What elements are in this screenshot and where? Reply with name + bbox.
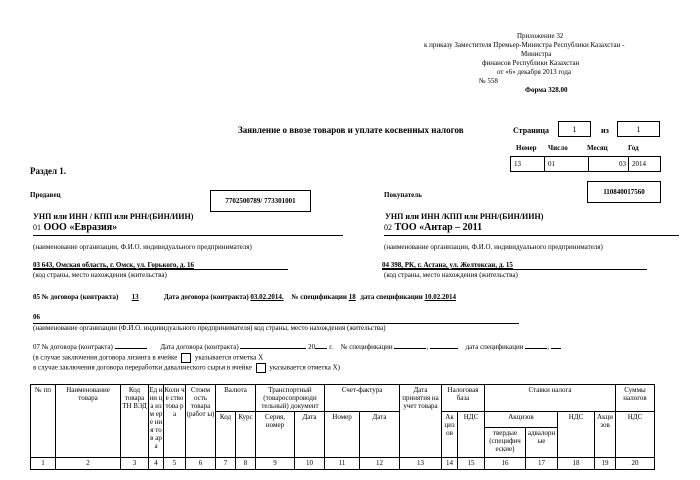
col-header-20: НДС (616, 412, 655, 458)
buyer-address-num: 04 (382, 261, 389, 269)
col-num-5: 5 (164, 458, 186, 470)
line07-year-field[interactable] (315, 348, 327, 349)
col-header-19: Акци зов (595, 412, 616, 458)
col-num-10: 10 (295, 458, 325, 470)
page-label: Страница (513, 126, 549, 135)
seller-address-caption: (код страны, место нахождения (жительства) (33, 271, 167, 279)
header-line-6: № 558 (479, 77, 498, 85)
col-num-18: 18 (558, 458, 595, 470)
line07-spec-field-2[interactable] (430, 348, 458, 349)
col-header-17: адвалорн ые (526, 428, 558, 458)
col-num-14: 14 (442, 458, 458, 470)
col-header-5: Коли че ство това р а (164, 385, 186, 458)
col-num-13: 13 (400, 458, 442, 470)
reg-header-year: Год (628, 144, 639, 152)
col-num-15: 15 (458, 458, 485, 470)
processing-checkbox[interactable] (256, 363, 266, 373)
buyer-id-box[interactable]: 110840017560 (587, 181, 661, 203)
seller-id-box[interactable]: 7702500789/ 773301001 (210, 190, 311, 212)
reg-value-year[interactable]: 2014 (632, 160, 646, 168)
line07-spec-date-label: дата спецификации (465, 343, 524, 351)
col-header-4: Ед ини ца изм ере ния тов ара (149, 385, 164, 458)
seller-address-row (33, 261, 194, 269)
col-header-transport: Транспортный (товаросопроводи тельный) документ (256, 385, 325, 412)
seller-name: ООО «Евразия» (43, 222, 118, 233)
form-number: Форма 328.00 (525, 86, 568, 94)
seller-address: 643, Омская область, г. Омск, ул. Горького, д. 16 (41, 261, 194, 269)
reg-value-day[interactable]: 01 (545, 157, 589, 171)
reg-header-number: Номер (516, 144, 537, 152)
spec-date[interactable]: 10.02.2014 (424, 293, 457, 301)
line07-prefix: 07 № договора (контракта) (33, 343, 113, 351)
reg-number-grid (510, 156, 661, 172)
col-header-tax-base: Налоговая база (442, 385, 485, 412)
reg-value-number[interactable]: 13 (511, 157, 545, 171)
page-total-box[interactable]: 1 (617, 121, 660, 137)
col-header-12: Дата (360, 412, 400, 458)
document-title: Заявление о ввозе товаров и уплате косвенных налогов (238, 125, 464, 135)
header-line-5: от «6» декабря 2013 года (497, 68, 571, 76)
reg-header-day: Число (548, 144, 568, 152)
line07-year: 20 (308, 343, 316, 351)
col-header-invoice: Счет-фактура (325, 385, 400, 412)
col-header-excise: Акцизов (485, 412, 558, 428)
header-line-1: Приложение 32 (517, 32, 564, 40)
page-number-box[interactable]: 1 (558, 121, 591, 137)
col-header-9: Серия, номер (256, 412, 295, 458)
col-num-2: 2 (56, 458, 121, 470)
line07-spec-date-field-2[interactable] (551, 348, 561, 349)
col-header-7: Код (216, 412, 236, 458)
col-num-16: 16 (485, 458, 526, 470)
leasing-text: (в случае заключения договора лизинга в ячейке (33, 353, 178, 362)
line06-caption: (наименование организации (Ф.И.О. индивидуального предпринимателя) код страны, место нахождения (жительства) (33, 324, 386, 332)
col-num-20: 20 (616, 458, 655, 470)
contract-date-label: Дата договора (контракта) (163, 293, 249, 301)
col-num-1: 1 (31, 458, 56, 470)
buyer-address: 398, РК, г. Астана, ул. Желтоксан, д. 15 (390, 261, 513, 269)
leasing-checkbox[interactable] (181, 353, 191, 363)
col-num-4: 4 (149, 458, 164, 470)
seller-num: 01 (33, 223, 41, 232)
spec-label: № спецификации (291, 293, 347, 301)
col-header-3: Код товара ТН ВЭД (121, 385, 149, 458)
reg-header-month: Месяц (587, 144, 608, 152)
line07-date-label: Дата договора (контракта) (160, 343, 239, 351)
col-header-6: Стоим ость товара (работ ы) (186, 385, 216, 458)
page-of-label: из (601, 126, 609, 135)
col-num-7: 7 (216, 458, 236, 470)
spec-number[interactable]: 18 (348, 293, 356, 301)
col-header-18: НДС (558, 412, 595, 458)
col-num-17: 17 (526, 458, 558, 470)
col-header-tax-rates: Ставки налога (485, 385, 616, 412)
header-line-2: к приказу Заместителя Премьер-Министра Республики Казахстан - (424, 41, 625, 49)
col-num-11: 11 (325, 458, 360, 470)
buyer-name-caption: (наименование организации, Ф.И.О. индивидуального предпринимателя) (384, 243, 603, 251)
col-header-13: Дата принятия на учет товара (400, 385, 442, 458)
buyer-name: ТОО «Антар – 2011 (394, 222, 483, 233)
line07-spec-date-field[interactable] (525, 348, 547, 349)
contract-prefix: 05 № договора (контракта) (33, 293, 119, 301)
col-num-8: 8 (236, 458, 256, 470)
col-header-8: Курс (236, 412, 256, 458)
col-header-currency: Валюта (216, 385, 256, 412)
buyer-name-row (384, 222, 482, 233)
line07-year-g: г. (329, 343, 334, 351)
processing-text: в случае заключения договора переработки давальческого сырья в ячейке (33, 363, 252, 372)
col-num-3: 3 (121, 458, 149, 470)
header-line-4: финансов Республики Казахстан (482, 59, 580, 67)
buyer-num: 02 (384, 223, 392, 232)
contract-date[interactable]: 03.02.2014. (250, 293, 284, 301)
col-header-2: Наименование товара (56, 385, 121, 458)
seller-address-num: 03 (33, 261, 40, 269)
section-title: Раздел 1. (30, 166, 67, 176)
col-header-1: № пп (31, 385, 56, 458)
processing-row (33, 363, 340, 373)
line07-spec-label: № спецификации (340, 343, 393, 351)
col-header-11: Номер (325, 412, 360, 458)
col-header-10: Дата (295, 412, 325, 458)
contract-number[interactable]: 13 (131, 293, 139, 301)
seller-id-label: УНП или ИНН / КПП или РНН/(БИН/ИИН) (33, 212, 194, 221)
buyer-address-caption: (код страны, место нахождения (жительства) (384, 271, 518, 279)
line07-spec-field[interactable] (394, 348, 426, 349)
column-number-row (31, 458, 655, 470)
col-num-9: 9 (256, 458, 295, 470)
col-num-12: 12 (360, 458, 400, 470)
reg-value-month[interactable]: 03 (589, 157, 629, 171)
col-num-6: 6 (186, 458, 216, 470)
buyer-label: Покупатель (384, 191, 422, 199)
buyer-address-row (382, 261, 513, 269)
col-num-19: 19 (595, 458, 616, 470)
col-header-15: НДС (458, 412, 485, 458)
col-header-tax-sums: Суммы налогов (616, 385, 655, 412)
seller-name-caption: (наименование организации, Ф.И.О. индивидуального предпринимателя) (33, 243, 252, 251)
spec-date-label: дата спецификации (360, 293, 423, 301)
line06-num: 06 (33, 313, 40, 321)
seller-name-row (33, 222, 117, 233)
line07-row: 07 № договора (контракта) Дата договора (контракта) 20 г. № спецификации , дата спецификации , (33, 343, 561, 351)
line07-number-field[interactable] (115, 348, 147, 349)
contract-row (33, 293, 456, 301)
col-header-14: Ак циз ов (442, 412, 458, 458)
processing-mark-text: указывается отметка Х) (269, 363, 341, 372)
leasing-row (33, 353, 263, 363)
line07-date-field[interactable] (240, 348, 306, 349)
goods-table (30, 384, 655, 470)
leasing-mark-text: указывается отметка Х (194, 353, 264, 362)
seller-label: Продавец (30, 191, 61, 199)
header-line-3: Министра (521, 50, 552, 58)
col-header-16: твердые (специфич еские) (485, 428, 526, 458)
buyer-id-label: УНП или ИНН /КПП или РНН/(БИН/ИИН) (385, 212, 544, 221)
